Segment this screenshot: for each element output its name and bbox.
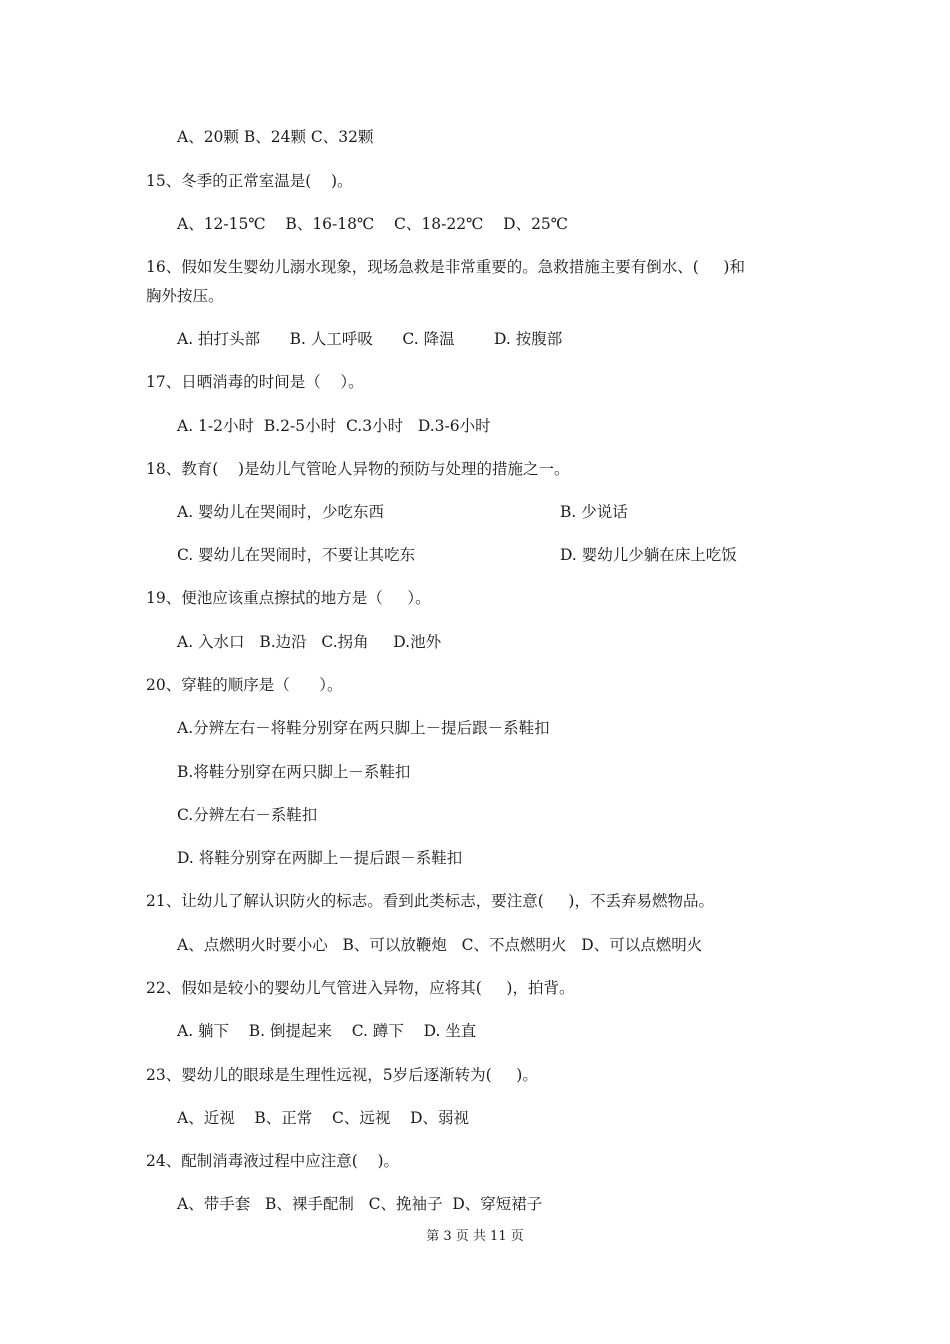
q17-stem: 17、日晒消毒的时间是（ ）。 <box>146 373 364 391</box>
q24-stem: 24、配制消毒液过程中应注意( )。 <box>146 1152 400 1170</box>
q23-options: A、近视 B、正常 C、远视 D、弱视 <box>177 1109 469 1127</box>
q16-stem-line1: 16、假如发生婴幼儿溺水现象，现场急救是非常重要的。急救措施主要有倒水、( )和 <box>146 258 745 276</box>
q22-options: A. 躺下 B. 倒提起来 C. 蹲下 D. 坐直 <box>177 1022 477 1040</box>
q20-option-a: A.分辨左右－将鞋分别穿在两只脚上－提后跟－系鞋扣 <box>177 719 550 737</box>
q24-options: A、带手套 B、裸手配制 C、挽袖子 D、穿短裙子 <box>177 1195 543 1213</box>
q18-stem: 18、教育( )是幼儿气管呛人异物的预防与处理的措施之一。 <box>146 460 570 478</box>
q17-options: A. 1-2小时 B.2-5小时 C.3小时 D.3-6小时 <box>177 417 491 435</box>
q15-stem: 15、冬季的正常室温是( )。 <box>146 172 353 190</box>
q19-options: A. 入水口 B.边沿 C.拐角 D.池外 <box>177 633 442 651</box>
page-footer: 第 3 页 共 11 页 <box>426 1229 524 1244</box>
q15-options: A、12-15℃ B、16-18℃ C、18-22℃ D、25℃ <box>177 215 569 233</box>
q14-options: A、20颗 B、24颗 C、32颗 <box>177 128 374 146</box>
q16-stem-line2: 胸外按压。 <box>146 287 224 305</box>
q23-stem: 23、婴幼儿的眼球是生理性远视，5岁后逐渐转为( )。 <box>146 1066 538 1084</box>
q18-option-d: D. 婴幼儿少躺在床上吃饭 <box>560 546 737 564</box>
q20-option-d: D. 将鞋分别穿在两脚上－提后跟－系鞋扣 <box>177 849 463 867</box>
q19-stem: 19、便池应该重点擦拭的地方是（ ）。 <box>146 589 431 607</box>
q20-stem: 20、穿鞋的顺序是（ ）。 <box>146 676 343 694</box>
q18-option-c: C. 婴幼儿在哭闹时，不要让其吃东 <box>177 546 416 564</box>
q20-option-b: B.将鞋分别穿在两只脚上－系鞋扣 <box>177 763 411 781</box>
q20-option-c: C.分辨左右－系鞋扣 <box>177 806 318 824</box>
q18-option-a: A. 婴幼儿在哭闹时，少吃东西 <box>177 503 385 521</box>
q16-options: A. 拍打头部 B. 人工呼吸 C. 降温 D. 按腹部 <box>177 330 563 348</box>
q22-stem: 22、假如是较小的婴幼儿气管进入异物，应将其( )，拍背。 <box>146 979 575 997</box>
q21-stem: 21、让幼儿了解认识防火的标志。看到此类标志，要注意( )，不丢弃易燃物品。 <box>146 892 714 910</box>
q21-options: A、点燃明火时要小心 B、可以放鞭炮 C、不点燃明火 D、可以点燃明火 <box>177 936 703 954</box>
q18-option-b: B. 少说话 <box>560 503 628 521</box>
